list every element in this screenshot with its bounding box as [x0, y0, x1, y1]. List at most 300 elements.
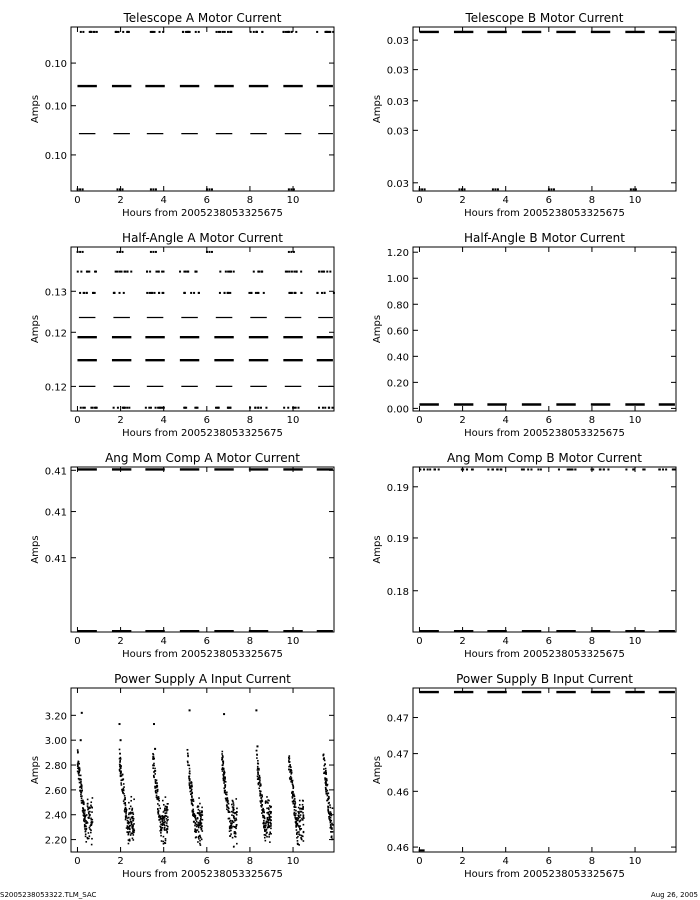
data-point — [162, 407, 164, 409]
y-tick-label: 0.13 — [44, 287, 67, 299]
data-point — [260, 407, 262, 409]
data-point — [233, 802, 235, 804]
data-point — [256, 750, 258, 752]
data-point — [599, 468, 601, 470]
data-point — [189, 791, 191, 793]
data-point — [121, 271, 123, 273]
data-point — [195, 829, 197, 831]
data-point — [263, 815, 265, 817]
data-point — [83, 814, 85, 816]
data-point — [94, 292, 96, 294]
data-point — [302, 804, 304, 806]
data-point — [286, 271, 288, 273]
data-point — [124, 271, 126, 273]
data-point — [198, 831, 200, 833]
data-point — [160, 821, 162, 823]
data-point — [158, 796, 160, 798]
outlier-point — [154, 748, 156, 750]
x-tick-label: 0 — [74, 415, 81, 426]
y-tick-label: 0.18 — [386, 586, 409, 598]
data-point — [523, 468, 525, 470]
data-point — [299, 816, 301, 818]
data-point — [298, 813, 300, 815]
data-point — [179, 271, 181, 273]
data-point — [299, 800, 301, 802]
data-point — [290, 776, 292, 778]
y-tick-label: 3.20 — [44, 711, 67, 723]
x-tick-label: 6 — [545, 415, 552, 426]
x-tick-label: 4 — [502, 636, 509, 647]
data-point — [125, 813, 127, 815]
data-point — [77, 762, 79, 764]
data-point — [120, 771, 122, 773]
data-point — [125, 804, 127, 806]
data-point — [257, 783, 259, 785]
data-point — [156, 797, 158, 799]
data-point — [90, 31, 92, 33]
data-point — [227, 807, 229, 809]
x-tick-label: 6 — [203, 856, 210, 867]
chart-panel-6 — [372, 451, 676, 660]
data-point — [232, 801, 234, 803]
data-point — [157, 803, 159, 805]
data-point — [87, 799, 89, 801]
y-tick-label: 0.20 — [386, 378, 409, 390]
data-point — [295, 31, 297, 33]
data-point — [259, 775, 261, 777]
data-point — [325, 772, 327, 774]
data-point — [222, 755, 224, 757]
data-point — [89, 828, 91, 830]
data-point — [163, 836, 165, 838]
data-point — [132, 832, 134, 834]
data-point — [462, 468, 464, 470]
data-point — [200, 827, 202, 829]
data-point — [257, 271, 259, 273]
data-point — [80, 271, 82, 273]
data-point — [232, 837, 234, 839]
data-point — [200, 823, 202, 825]
data-point — [234, 831, 236, 833]
data-point — [235, 818, 237, 820]
data-point — [127, 31, 129, 33]
data-point — [125, 816, 127, 818]
data-point — [83, 820, 85, 822]
data-point — [119, 292, 121, 294]
x-tick-label: 8 — [246, 195, 254, 206]
data-point — [299, 808, 301, 810]
data-point — [224, 785, 226, 787]
data-point — [328, 806, 330, 808]
data-point — [527, 468, 529, 470]
data-point — [231, 804, 233, 806]
data-point — [160, 827, 162, 829]
data-point — [165, 838, 167, 840]
outlier-point — [81, 712, 83, 714]
data-point — [81, 797, 83, 799]
data-point — [268, 824, 270, 826]
data-point — [131, 808, 133, 810]
data-point — [270, 811, 272, 813]
data-point — [550, 188, 552, 190]
data-point — [255, 292, 257, 294]
y-axis-label: Amps — [372, 755, 383, 785]
data-point — [81, 790, 83, 792]
data-point — [267, 827, 269, 829]
data-point — [324, 760, 326, 762]
y-tick-label: 2.40 — [44, 810, 67, 822]
data-point — [530, 468, 532, 470]
data-point — [253, 31, 255, 33]
data-point — [167, 809, 169, 811]
data-point — [228, 407, 230, 409]
data-point — [130, 821, 132, 823]
data-point — [332, 807, 334, 809]
data-point — [325, 791, 327, 793]
plot-frame — [413, 247, 676, 411]
data-point — [128, 827, 130, 829]
data-point — [130, 806, 132, 808]
data-point — [88, 838, 90, 840]
data-point — [299, 828, 301, 830]
data-point — [249, 407, 251, 409]
data-point — [197, 822, 199, 824]
x-tick-label: 6 — [203, 195, 210, 206]
data-point — [163, 816, 165, 818]
data-point — [85, 831, 87, 833]
data-point — [287, 407, 289, 409]
y-axis-label: Amps — [30, 535, 41, 564]
data-point — [149, 271, 151, 273]
data-point — [79, 188, 81, 190]
data-point — [257, 776, 259, 778]
data-point — [197, 824, 199, 826]
data-point — [325, 789, 327, 791]
data-point — [269, 834, 271, 836]
data-point — [665, 468, 667, 470]
data-point — [296, 817, 298, 819]
x-tick-label: 4 — [160, 856, 167, 867]
data-point — [233, 806, 235, 808]
data-point — [91, 811, 93, 813]
data-point — [119, 749, 121, 751]
data-point — [201, 811, 203, 813]
data-point — [324, 407, 326, 409]
data-point — [333, 292, 335, 294]
x-tick-label: 10 — [628, 856, 642, 867]
plot-frame — [413, 27, 676, 191]
data-point — [253, 271, 255, 273]
data-point — [592, 468, 594, 470]
data-point — [125, 810, 127, 812]
data-point — [487, 468, 489, 470]
data-point — [200, 821, 202, 823]
data-point — [233, 816, 235, 818]
data-point — [123, 292, 125, 294]
data-point — [293, 800, 295, 802]
data-point — [466, 468, 468, 470]
data-point — [574, 468, 576, 470]
data-point — [166, 806, 168, 808]
y-tick-label: 0.80 — [386, 300, 409, 312]
data-point — [187, 764, 189, 766]
x-tick-label: 8 — [588, 856, 596, 867]
data-point — [303, 824, 305, 826]
y-tick-label: 0.03 — [386, 36, 409, 48]
data-point — [322, 407, 324, 409]
data-point — [236, 814, 238, 816]
data-point — [224, 772, 226, 774]
data-point — [625, 468, 627, 470]
data-point — [159, 819, 161, 821]
data-point — [267, 799, 269, 801]
data-point — [124, 797, 126, 799]
y-tick-label: 0.03 — [386, 96, 409, 108]
data-point — [88, 271, 90, 273]
data-point — [146, 271, 148, 273]
data-point — [434, 468, 436, 470]
x-axis-label: Hours from 2005238053325675 — [464, 428, 625, 439]
chart-title: Ang Mom Comp B Motor Current — [447, 451, 642, 465]
data-point — [325, 793, 327, 795]
data-point — [91, 821, 93, 823]
data-point — [159, 808, 161, 810]
data-point — [327, 792, 329, 794]
data-point — [130, 818, 132, 820]
data-point — [192, 805, 194, 807]
data-point — [269, 826, 271, 828]
data-point — [327, 795, 329, 797]
data-point — [80, 31, 82, 33]
x-tick-label: 4 — [160, 415, 167, 426]
chart-panel-1 — [30, 11, 334, 219]
data-point — [128, 802, 130, 804]
data-point — [199, 820, 201, 822]
data-point — [157, 799, 159, 801]
data-point — [130, 796, 132, 798]
data-point — [571, 468, 573, 470]
y-axis-label: Amps — [30, 314, 41, 344]
data-point — [154, 786, 156, 788]
data-point — [155, 779, 157, 781]
data-point — [257, 766, 259, 768]
data-point — [265, 840, 267, 842]
data-point — [133, 823, 135, 825]
data-point — [233, 821, 235, 823]
data-point — [229, 292, 231, 294]
data-point — [294, 816, 296, 818]
x-axis-label: Hours from 2005238053325675 — [122, 208, 283, 219]
x-tick-label: 8 — [588, 415, 596, 426]
data-point — [94, 271, 96, 273]
data-point — [266, 808, 268, 810]
data-point — [199, 835, 201, 837]
data-point — [303, 832, 305, 834]
data-point — [329, 271, 331, 273]
outlier-point — [119, 723, 121, 725]
data-point — [228, 803, 230, 805]
data-point — [88, 811, 90, 813]
data-point — [155, 781, 157, 783]
data-point — [267, 802, 269, 804]
data-point — [159, 817, 161, 819]
data-point — [193, 813, 195, 815]
data-point — [122, 792, 124, 794]
y-tick-label: 0.60 — [386, 326, 409, 338]
data-point — [96, 407, 98, 409]
data-point — [77, 749, 79, 751]
data-point — [162, 822, 164, 824]
data-point — [85, 815, 87, 817]
x-tick-label: 4 — [160, 195, 167, 206]
x-tick-label: 8 — [588, 195, 596, 206]
data-point — [116, 271, 118, 273]
data-point — [261, 794, 263, 796]
data-point — [224, 777, 226, 779]
data-point — [291, 772, 293, 774]
data-point — [152, 31, 154, 33]
data-point — [568, 468, 570, 470]
chart-title: Telescope A Motor Current — [123, 11, 282, 25]
data-point — [299, 820, 301, 822]
data-point — [189, 772, 191, 774]
data-point — [291, 781, 293, 783]
data-point — [197, 806, 199, 808]
data-point — [254, 407, 256, 409]
data-point — [294, 798, 296, 800]
data-point — [325, 784, 327, 786]
data-point — [129, 831, 131, 833]
x-tick-label: 8 — [588, 636, 596, 647]
data-point — [153, 756, 155, 758]
y-tick-label: 0.41 — [44, 507, 67, 519]
y-axis-label: Amps — [372, 535, 383, 564]
data-point — [162, 271, 164, 273]
data-point — [165, 796, 167, 798]
data-point — [300, 292, 302, 294]
data-point — [87, 807, 89, 809]
data-point — [225, 781, 227, 783]
data-point — [128, 407, 130, 409]
y-tick-label: 0.46 — [386, 787, 409, 799]
data-point — [158, 815, 160, 817]
data-point — [295, 821, 297, 823]
data-point — [269, 814, 271, 816]
data-point — [289, 779, 291, 781]
data-point — [607, 468, 609, 470]
outlier-point — [189, 709, 191, 711]
data-point — [325, 781, 327, 783]
data-point — [122, 789, 124, 791]
data-point — [202, 819, 204, 821]
data-point — [158, 805, 160, 807]
data-point — [265, 835, 267, 837]
data-point — [122, 779, 124, 781]
data-point — [198, 31, 200, 33]
data-point — [120, 767, 122, 769]
x-tick-label: 2 — [117, 636, 124, 647]
data-point — [297, 823, 299, 825]
data-point — [225, 271, 227, 273]
data-point — [301, 839, 303, 841]
data-point — [293, 188, 295, 190]
data-point — [89, 815, 91, 817]
data-point — [184, 292, 186, 294]
y-tick-label: 0.03 — [386, 178, 409, 190]
data-point — [195, 831, 197, 833]
data-point — [298, 825, 300, 827]
data-point — [166, 818, 168, 820]
data-point — [153, 31, 155, 33]
data-point — [226, 792, 228, 794]
data-point — [295, 818, 297, 820]
data-point — [85, 841, 87, 843]
data-point — [197, 841, 199, 843]
data-point — [260, 793, 262, 795]
data-point — [302, 808, 304, 810]
data-point — [292, 791, 294, 793]
data-point — [288, 188, 290, 190]
data-point — [261, 812, 263, 814]
chart-panel-8 — [372, 672, 676, 880]
data-point — [77, 765, 79, 767]
data-point — [163, 843, 165, 845]
data-point — [187, 753, 189, 755]
data-point — [256, 31, 258, 33]
data-point — [263, 827, 265, 829]
data-point — [266, 832, 268, 834]
data-point — [236, 843, 238, 845]
x-tick-label: 4 — [502, 195, 509, 206]
data-point — [80, 795, 82, 797]
data-point — [186, 31, 188, 33]
data-point — [122, 188, 124, 190]
y-axis-label: Amps — [372, 94, 383, 124]
data-point — [257, 407, 259, 409]
data-point — [521, 468, 523, 470]
data-point — [318, 271, 320, 273]
data-point — [152, 767, 154, 769]
data-point — [288, 769, 290, 771]
data-point — [166, 822, 168, 824]
data-point — [89, 825, 91, 827]
data-point — [196, 826, 198, 828]
data-point — [224, 790, 226, 792]
data-point — [331, 828, 333, 830]
data-point — [229, 826, 231, 828]
data-point — [88, 808, 90, 810]
data-point — [330, 813, 332, 815]
data-point — [162, 31, 164, 33]
data-point — [191, 803, 193, 805]
data-point — [297, 407, 299, 409]
data-point — [289, 764, 291, 766]
data-point — [230, 833, 232, 835]
data-point — [268, 807, 270, 809]
data-point — [267, 822, 269, 824]
data-point — [77, 251, 79, 253]
data-point — [92, 797, 94, 799]
data-point — [194, 817, 196, 819]
x-tick-label: 8 — [246, 856, 254, 867]
y-tick-label: 0.41 — [44, 466, 67, 478]
data-point — [115, 271, 117, 273]
data-point — [157, 809, 159, 811]
data-point — [152, 753, 154, 755]
data-point — [324, 778, 326, 780]
data-point — [162, 824, 164, 826]
data-point — [79, 292, 81, 294]
